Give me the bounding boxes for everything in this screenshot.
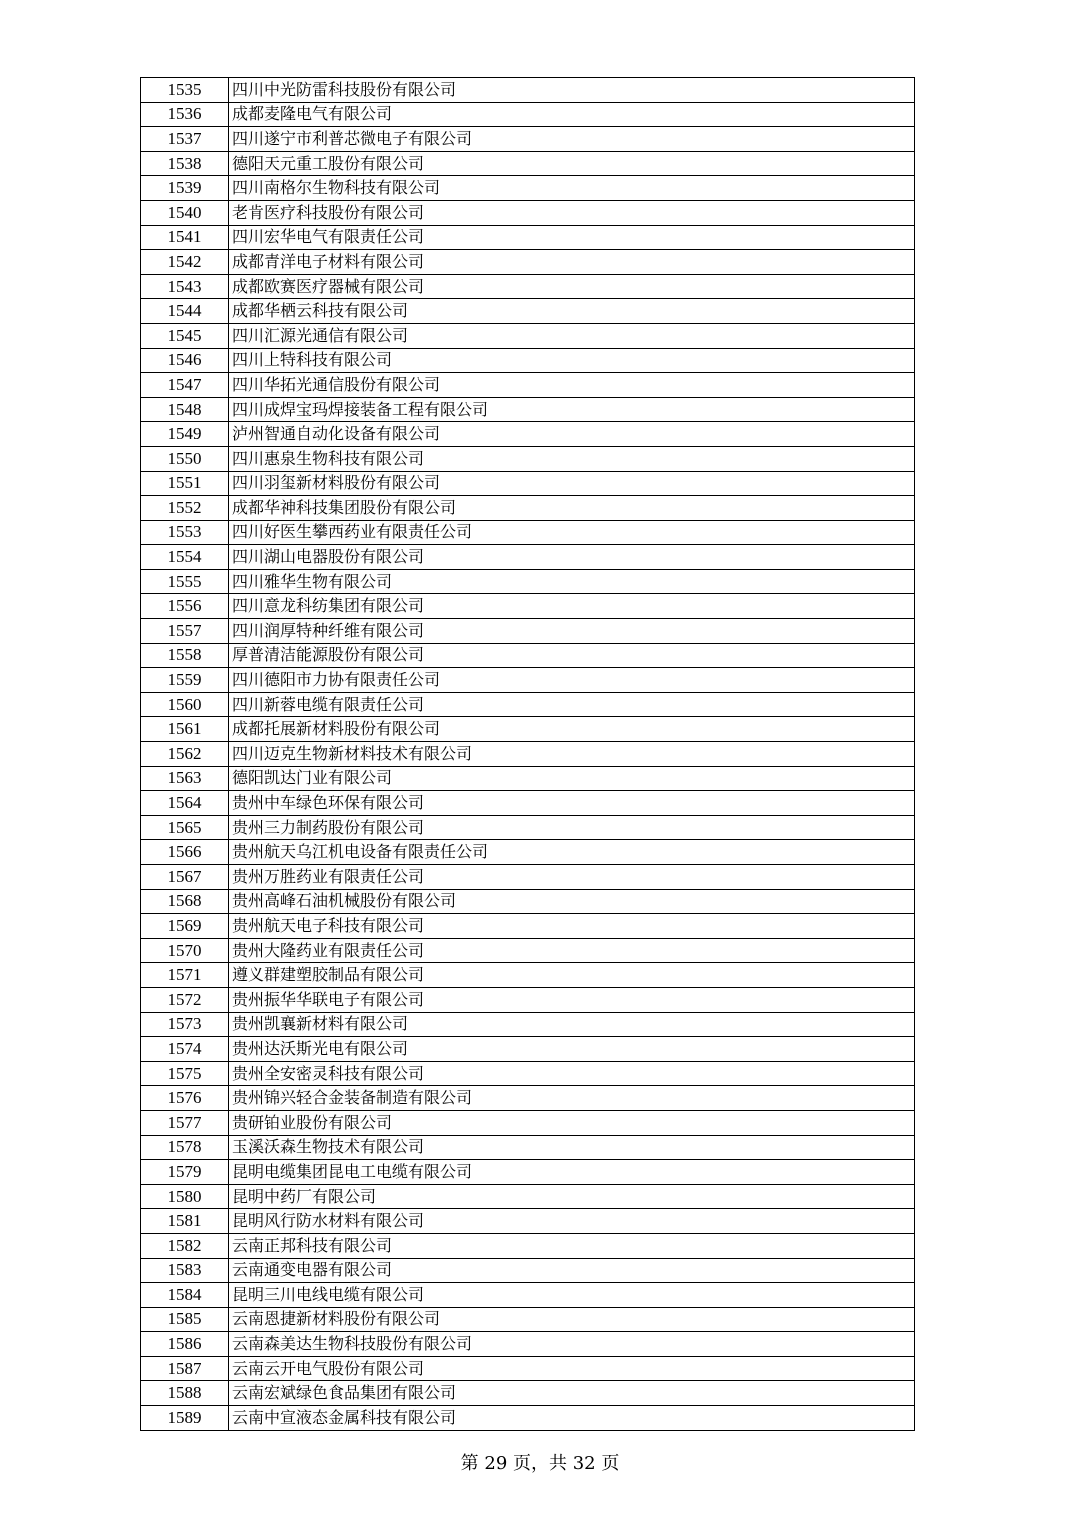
table-row bbox=[141, 643, 915, 668]
table-row bbox=[141, 569, 915, 594]
company-name: 贵州三力制药股份有限公司 bbox=[229, 815, 915, 840]
company-name: 四川湖山电器股份有限公司 bbox=[229, 545, 915, 570]
table-row bbox=[141, 176, 915, 201]
table-row bbox=[141, 446, 915, 471]
table-row bbox=[141, 299, 915, 324]
table-row bbox=[141, 1381, 915, 1406]
table-row bbox=[141, 1332, 915, 1357]
company-name: 昆明风行防水材料有限公司 bbox=[229, 1209, 915, 1234]
row-number: 1589 bbox=[141, 1406, 229, 1431]
table-row bbox=[141, 471, 915, 496]
company-name: 贵州锦兴轻合金装备制造有限公司 bbox=[229, 1086, 915, 1111]
table-row bbox=[141, 250, 915, 275]
table-row bbox=[141, 520, 915, 545]
row-number: 1569 bbox=[141, 914, 229, 939]
company-name: 昆明电缆集团昆电工电缆有限公司 bbox=[229, 1160, 915, 1185]
table-row bbox=[141, 766, 915, 791]
company-name: 云南正邦科技有限公司 bbox=[229, 1233, 915, 1258]
row-number: 1574 bbox=[141, 1037, 229, 1062]
table-row bbox=[141, 545, 915, 570]
row-number: 1584 bbox=[141, 1283, 229, 1308]
row-number: 1579 bbox=[141, 1160, 229, 1185]
company-name: 成都麦隆电气有限公司 bbox=[229, 102, 915, 127]
company-name: 泸州智通自动化设备有限公司 bbox=[229, 422, 915, 447]
row-number: 1571 bbox=[141, 963, 229, 988]
row-number: 1548 bbox=[141, 397, 229, 422]
row-number: 1583 bbox=[141, 1258, 229, 1283]
row-number: 1577 bbox=[141, 1110, 229, 1135]
company-name: 贵州大隆药业有限责任公司 bbox=[229, 938, 915, 963]
row-number: 1549 bbox=[141, 422, 229, 447]
table-row bbox=[141, 323, 915, 348]
table-row bbox=[141, 422, 915, 447]
table-row bbox=[141, 225, 915, 250]
row-number: 1567 bbox=[141, 865, 229, 890]
table-row bbox=[141, 791, 915, 816]
table-row bbox=[141, 1258, 915, 1283]
company-name: 德阳天元重工股份有限公司 bbox=[229, 151, 915, 176]
company-name: 四川上特科技有限公司 bbox=[229, 348, 915, 373]
company-name: 四川汇源光通信有限公司 bbox=[229, 323, 915, 348]
row-number: 1542 bbox=[141, 250, 229, 275]
table-row bbox=[141, 619, 915, 644]
table-row bbox=[141, 102, 915, 127]
row-number: 1580 bbox=[141, 1184, 229, 1209]
table-row bbox=[141, 1209, 915, 1234]
row-number: 1561 bbox=[141, 717, 229, 742]
row-number: 1551 bbox=[141, 471, 229, 496]
row-number: 1575 bbox=[141, 1061, 229, 1086]
company-name: 四川德阳市力协有限责任公司 bbox=[229, 668, 915, 693]
row-number: 1543 bbox=[141, 274, 229, 299]
row-number: 1562 bbox=[141, 742, 229, 767]
company-name: 四川意龙科纺集团有限公司 bbox=[229, 594, 915, 619]
company-name: 贵州全安密灵科技有限公司 bbox=[229, 1061, 915, 1086]
company-name: 成都欧赛医疗器械有限公司 bbox=[229, 274, 915, 299]
row-number: 1588 bbox=[141, 1381, 229, 1406]
table-row bbox=[141, 1406, 915, 1431]
company-name: 云南通变电器有限公司 bbox=[229, 1258, 915, 1283]
row-number: 1581 bbox=[141, 1209, 229, 1234]
company-table bbox=[140, 77, 915, 1431]
row-number: 1564 bbox=[141, 791, 229, 816]
company-name: 贵州高峰石油机械股份有限公司 bbox=[229, 889, 915, 914]
row-number: 1540 bbox=[141, 200, 229, 225]
company-name: 贵州航天乌江机电设备有限责任公司 bbox=[229, 840, 915, 865]
company-name: 四川遂宁市利普芯微电子有限公司 bbox=[229, 127, 915, 152]
company-name: 云南中宣液态金属科技有限公司 bbox=[229, 1406, 915, 1431]
row-number: 1556 bbox=[141, 594, 229, 619]
table-row bbox=[141, 668, 915, 693]
row-number: 1572 bbox=[141, 987, 229, 1012]
row-number: 1558 bbox=[141, 643, 229, 668]
company-name: 云南恩捷新材料股份有限公司 bbox=[229, 1307, 915, 1332]
company-name: 云南宏斌绿色食品集团有限公司 bbox=[229, 1381, 915, 1406]
table-row bbox=[141, 1061, 915, 1086]
row-number: 1576 bbox=[141, 1086, 229, 1111]
table-row bbox=[141, 1135, 915, 1160]
company-name: 云南森美达生物科技股份有限公司 bbox=[229, 1332, 915, 1357]
table-row bbox=[141, 914, 915, 939]
row-number: 1554 bbox=[141, 545, 229, 570]
company-name: 四川中光防雷科技股份有限公司 bbox=[229, 78, 915, 103]
row-number: 1547 bbox=[141, 373, 229, 398]
company-name: 成都青洋电子材料有限公司 bbox=[229, 250, 915, 275]
row-number: 1541 bbox=[141, 225, 229, 250]
row-number: 1557 bbox=[141, 619, 229, 644]
company-name: 四川宏华电气有限责任公司 bbox=[229, 225, 915, 250]
row-number: 1552 bbox=[141, 496, 229, 521]
table-row bbox=[141, 1307, 915, 1332]
company-name: 老肯医疗科技股份有限公司 bbox=[229, 200, 915, 225]
table-row bbox=[141, 1233, 915, 1258]
company-name: 四川好医生攀西药业有限责任公司 bbox=[229, 520, 915, 545]
company-name: 四川华拓光通信股份有限公司 bbox=[229, 373, 915, 398]
row-number: 1560 bbox=[141, 692, 229, 717]
row-number: 1553 bbox=[141, 520, 229, 545]
company-name: 成都华栖云科技有限公司 bbox=[229, 299, 915, 324]
table-row bbox=[141, 1356, 915, 1381]
company-name: 成都托展新材料股份有限公司 bbox=[229, 717, 915, 742]
table-row bbox=[141, 373, 915, 398]
company-name: 四川雅华生物有限公司 bbox=[229, 569, 915, 594]
row-number: 1568 bbox=[141, 889, 229, 914]
row-number: 1585 bbox=[141, 1307, 229, 1332]
company-name: 贵州凯襄新材料有限公司 bbox=[229, 1012, 915, 1037]
table-row bbox=[141, 963, 915, 988]
table-row bbox=[141, 1283, 915, 1308]
table-row bbox=[141, 274, 915, 299]
table-row bbox=[141, 815, 915, 840]
table-row bbox=[141, 1012, 915, 1037]
table-row bbox=[141, 151, 915, 176]
table-row bbox=[141, 840, 915, 865]
table-body bbox=[141, 78, 915, 1431]
company-name: 云南云开电气股份有限公司 bbox=[229, 1356, 915, 1381]
table-row bbox=[141, 742, 915, 767]
company-name: 四川新蓉电缆有限责任公司 bbox=[229, 692, 915, 717]
table-row bbox=[141, 594, 915, 619]
row-number: 1573 bbox=[141, 1012, 229, 1037]
table-row bbox=[141, 200, 915, 225]
row-number: 1586 bbox=[141, 1332, 229, 1357]
table-row bbox=[141, 692, 915, 717]
table-row bbox=[141, 1184, 915, 1209]
company-name: 昆明三川电线电缆有限公司 bbox=[229, 1283, 915, 1308]
company-name: 贵州万胜药业有限责任公司 bbox=[229, 865, 915, 890]
company-name: 厚普清洁能源股份有限公司 bbox=[229, 643, 915, 668]
table-row bbox=[141, 1086, 915, 1111]
table-row bbox=[141, 987, 915, 1012]
table-row bbox=[141, 865, 915, 890]
table-row bbox=[141, 127, 915, 152]
row-number: 1555 bbox=[141, 569, 229, 594]
row-number: 1559 bbox=[141, 668, 229, 693]
table-row bbox=[141, 717, 915, 742]
company-name: 贵州达沃斯光电有限公司 bbox=[229, 1037, 915, 1062]
row-number: 1587 bbox=[141, 1356, 229, 1381]
table-row bbox=[141, 397, 915, 422]
row-number: 1582 bbox=[141, 1233, 229, 1258]
row-number: 1544 bbox=[141, 299, 229, 324]
company-name: 德阳凯达门业有限公司 bbox=[229, 766, 915, 791]
company-name: 成都华神科技集团股份有限公司 bbox=[229, 496, 915, 521]
company-name: 四川惠泉生物科技有限公司 bbox=[229, 446, 915, 471]
row-number: 1539 bbox=[141, 176, 229, 201]
table-row bbox=[141, 1110, 915, 1135]
company-name: 贵州航天电子科技有限公司 bbox=[229, 914, 915, 939]
row-number: 1565 bbox=[141, 815, 229, 840]
row-number: 1550 bbox=[141, 446, 229, 471]
row-number: 1578 bbox=[141, 1135, 229, 1160]
table-row bbox=[141, 348, 915, 373]
row-number: 1536 bbox=[141, 102, 229, 127]
company-name: 贵研铂业股份有限公司 bbox=[229, 1110, 915, 1135]
company-name: 四川润厚特种纤维有限公司 bbox=[229, 619, 915, 644]
company-name: 贵州振华华联电子有限公司 bbox=[229, 987, 915, 1012]
table-row bbox=[141, 1160, 915, 1185]
row-number: 1570 bbox=[141, 938, 229, 963]
table-row bbox=[141, 496, 915, 521]
table-row bbox=[141, 1037, 915, 1062]
company-name: 贵州中车绿色环保有限公司 bbox=[229, 791, 915, 816]
table-row bbox=[141, 78, 915, 103]
table-row bbox=[141, 938, 915, 963]
row-number: 1545 bbox=[141, 323, 229, 348]
table-row bbox=[141, 889, 915, 914]
row-number: 1566 bbox=[141, 840, 229, 865]
company-name: 四川迈克生物新材料技术有限公司 bbox=[229, 742, 915, 767]
company-name: 昆明中药厂有限公司 bbox=[229, 1184, 915, 1209]
row-number: 1546 bbox=[141, 348, 229, 373]
row-number: 1537 bbox=[141, 127, 229, 152]
company-name: 四川羽玺新材料股份有限公司 bbox=[229, 471, 915, 496]
row-number: 1538 bbox=[141, 151, 229, 176]
row-number: 1535 bbox=[141, 78, 229, 103]
company-name: 四川成焊宝玛焊接装备工程有限公司 bbox=[229, 397, 915, 422]
page-footer: 第 29 页，共 32 页 bbox=[460, 1453, 620, 1474]
company-name: 玉溪沃森生物技术有限公司 bbox=[229, 1135, 915, 1160]
company-name: 四川南格尔生物科技有限公司 bbox=[229, 176, 915, 201]
company-name: 遵义群建塑胶制品有限公司 bbox=[229, 963, 915, 988]
row-number: 1563 bbox=[141, 766, 229, 791]
